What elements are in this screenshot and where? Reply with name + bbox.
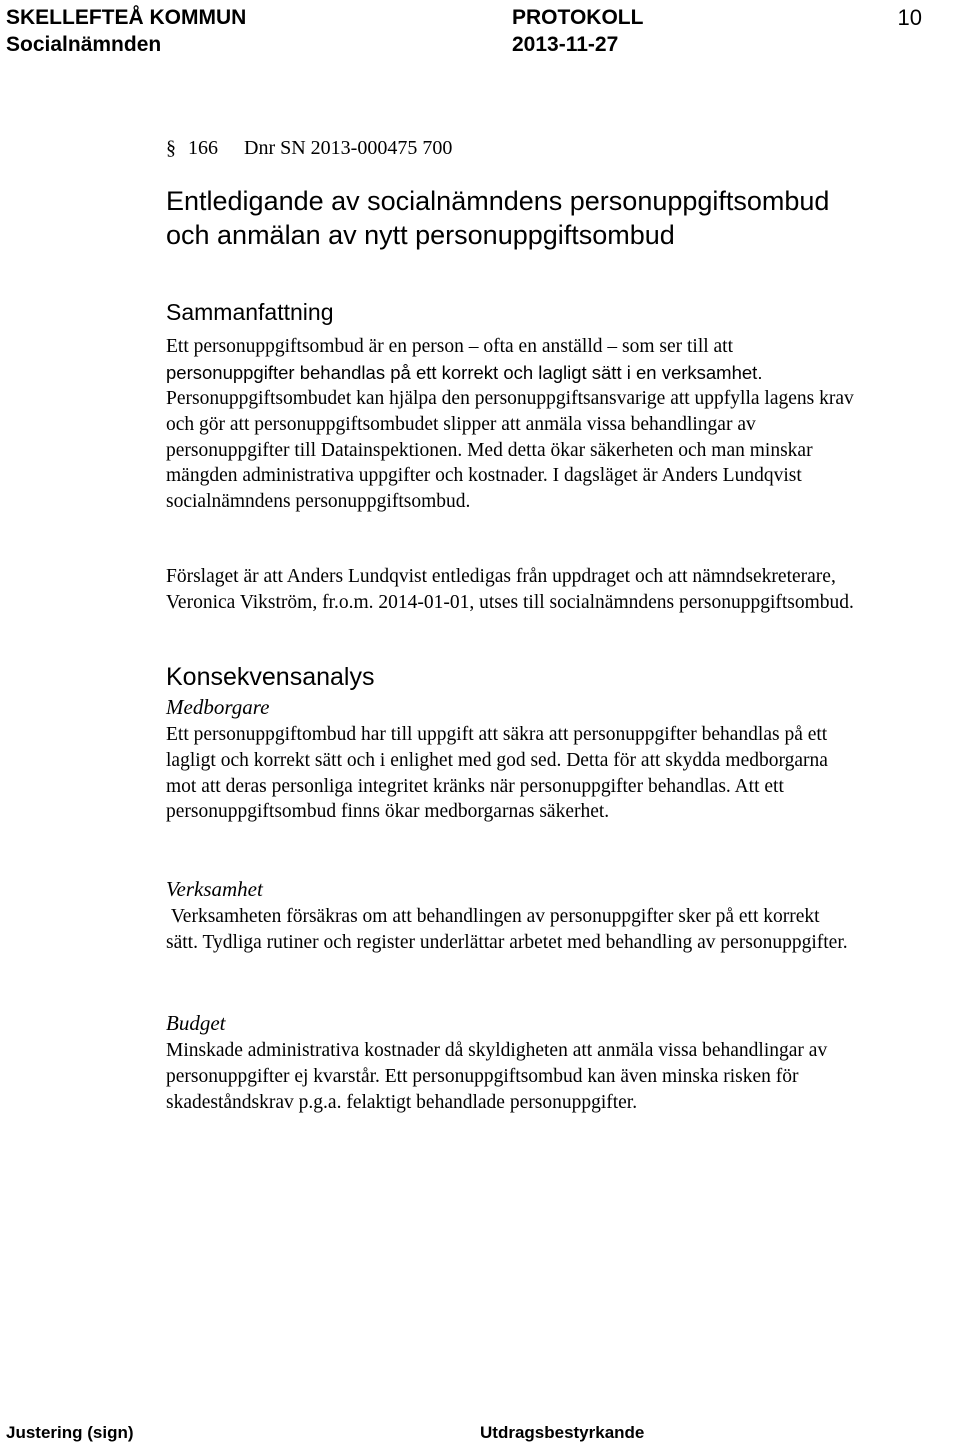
citizens-heading: Medborgare [166,695,270,719]
operations-text: Verksamheten försäkras om att behandlingen av personuppgifter sker på ett korrekt sätt. Tydliga rutiner och register underlättar arbetet med behandling av personuppgifter. [166,906,848,953]
summary-paragraph-2: Personuppgiftsombudet kan hjälpa den personuppgiftsansvarige att uppfylla lagens krav och gör att personuppgiftsombudet slipper att anmäla vissa behandlingar av personuppgifter till Datainspektionen. Med detta ökar säkerheten och man minskar mängden administrativa uppgifter och kostnader. I dagsläget är Anders Lundqvist socialnämndens personuppgiftsombud. [166,388,854,513]
committee-name: Socialnämnden [6,33,162,56]
page-header [0,2,960,62]
summary-line-1: Ett personuppgiftsombud är en person – ofta en anställd – som ser till att [166,336,734,357]
document-type: PROTOKOLL [512,6,644,29]
citizens-text: Ett personuppgiftombud har till uppgift att säkra att personuppgifter behandlas på ett lagligt och korrekt sätt och i enlighet med god sed. Detta för att skydda medborgarna mot att deras personliga integritet kränks när personuppgifter behandlas. Att ett personuppgiftsombud finns ökar medborgarnas säkerhet. [166,724,828,823]
page-footer [0,1421,960,1451]
section-number: 166 [188,137,218,159]
page-number: 10 [897,5,922,30]
summary-line-2: personuppgifter behandlas på ett korrekt och lagligt sätt i en verksamhet. [166,361,763,383]
budget-heading: Budget [166,1011,226,1035]
summary-paragraph-3: Förslaget är att Anders Lundqvist entledigas från uppdraget och att nämndsekreterare, Veronica Vikström, fr.o.m. 2014-01-01, utses till socialnämndens personuppgiftsombud. [166,566,854,613]
header-document-block [512,4,643,58]
case-reference-line [166,136,452,160]
extract-label: Utdragsbestyrkande [480,1423,645,1442]
summary-intro [166,334,886,386]
section-symbol: § [166,137,176,159]
meeting-date: 2013-11-27 [512,33,619,56]
header-organization-block [6,4,246,58]
operations-heading: Verksamhet [166,877,263,901]
budget-text: Minskade administrativa kostnader då skyldigheten att anmäla vissa behandlingar av personuppgifter ej kvarstår. Ett personuppgiftsombud kan även minska risken för skadeståndskrav p.g.a. felaktigt behandlade personuppgifter. [166,1040,828,1113]
case-reference: Dnr SN 2013-000475 700 [244,137,453,159]
page-title: Entledigande av socialnämndens personuppgiftsombud och anmälan av nytt personuppgiftsombud [166,186,830,250]
summary-heading: Sammanfattning [166,299,334,325]
consequence-heading: Konsekvensanalys [166,663,375,691]
signature-label: Justering (sign) [6,1423,134,1442]
organization-name: SKELLEFTEÅ KOMMUN [6,6,247,29]
